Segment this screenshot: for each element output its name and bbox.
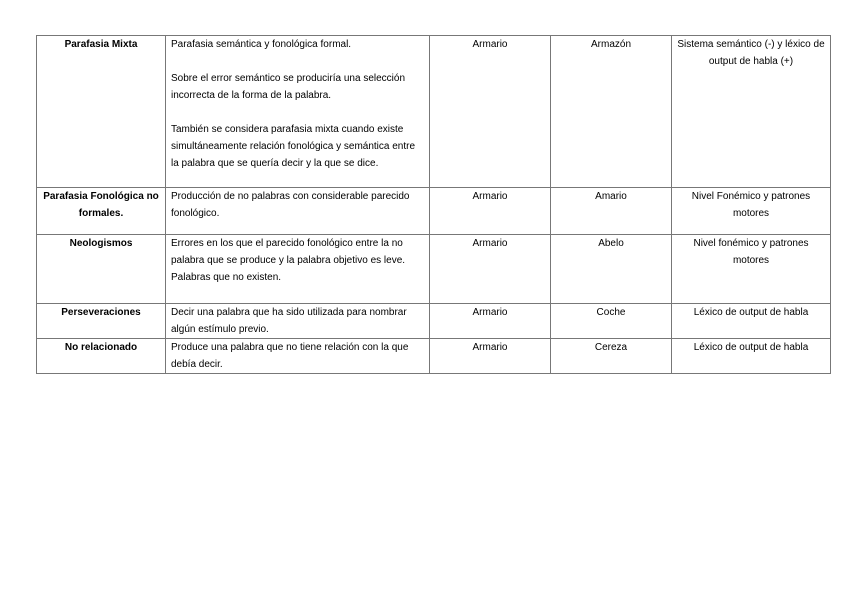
level-cell: Léxico de output de habla	[672, 304, 831, 339]
error-type-cell: Parafasia Mixta	[37, 36, 166, 188]
error-type-cell: Neologismos	[37, 235, 166, 304]
target-word-cell: Armario	[430, 36, 551, 188]
table-row	[37, 188, 831, 235]
description-text: Sobre el error semántico se produciría una selección incorrecta de la forma de la palabra.	[171, 73, 406, 101]
target-word-cell: Armario	[430, 339, 551, 374]
response-word-cell: Cereza	[551, 339, 672, 374]
description-cell	[166, 304, 430, 339]
description-text: Decir una palabra que ha sido utilizada para nombrar algún estímulo previo.	[171, 307, 407, 335]
description-cell	[166, 188, 430, 235]
description-cell	[166, 235, 430, 304]
level-cell: Nivel Fonémico y patrones motores	[672, 188, 831, 235]
response-word-cell: Amario	[551, 188, 672, 235]
response-word-cell: Abelo	[551, 235, 672, 304]
level-cell: Nivel fonémico y patrones motores	[672, 235, 831, 304]
description-cell	[166, 36, 430, 188]
aphasia-errors-table	[36, 35, 831, 374]
error-type-cell: No relacionado	[37, 339, 166, 374]
description-text: También se considera parafasia mixta cuando existe simultáneamente relación fonológica y semántica entre la palabra que se quería decir y la que se dice.	[171, 124, 416, 169]
table-row	[37, 339, 831, 374]
target-word-cell: Armario	[430, 188, 551, 235]
description-cell	[166, 339, 430, 374]
table-row	[37, 304, 831, 339]
description-text: Produce una palabra que no tiene relación con la que debía decir.	[171, 342, 409, 370]
target-word-cell: Armario	[430, 304, 551, 339]
response-word-cell: Coche	[551, 304, 672, 339]
error-type-cell: Perseveraciones	[37, 304, 166, 339]
description-text: Errores en los que el parecido fonológico entre la no palabra que se produce y la palabra objetivo es leve.	[171, 238, 406, 266]
table-row	[37, 36, 831, 188]
response-word-cell: Armazón	[551, 36, 672, 188]
table-row	[37, 235, 831, 304]
description-text: Producción de no palabras con considerable parecido fonológico.	[171, 191, 410, 219]
error-type-cell: Parafasia Fonológica no formales.	[37, 188, 166, 235]
description-text: Palabras que no existen.	[171, 272, 282, 283]
level-cell: Léxico de output de habla	[672, 339, 831, 374]
target-word-cell: Armario	[430, 235, 551, 304]
description-text: Parafasia semántica y fonológica formal.	[171, 39, 352, 50]
level-cell: Sistema semántico (-) y léxico de output de habla (+)	[672, 36, 831, 188]
